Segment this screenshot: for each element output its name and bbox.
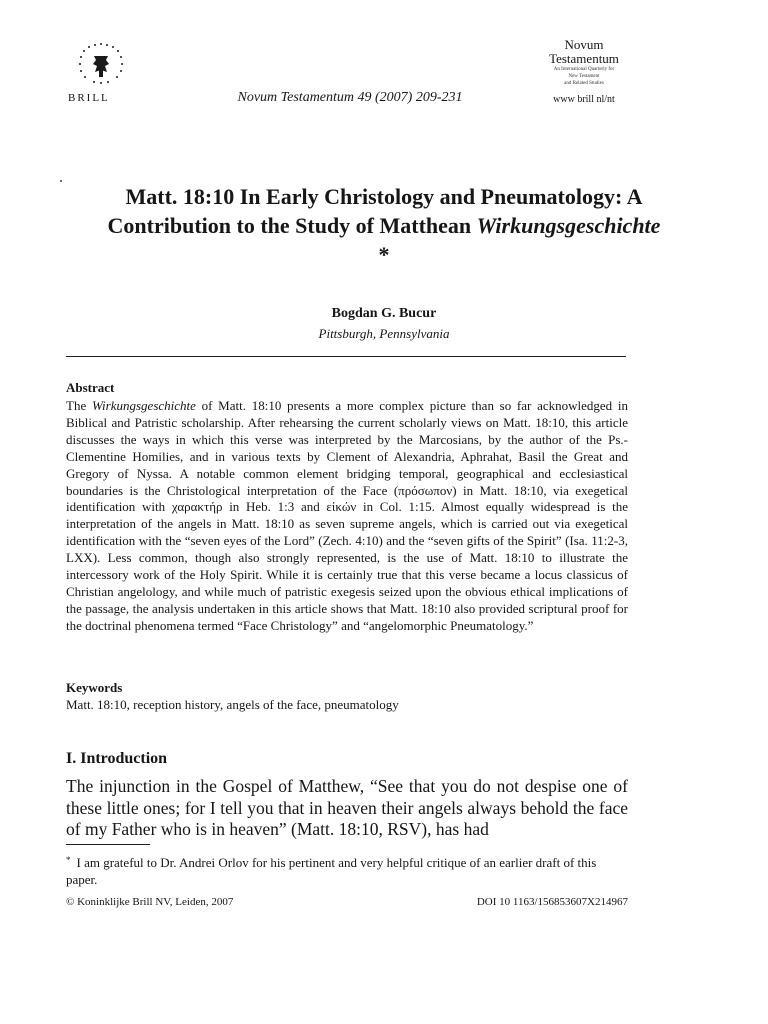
journal-logo-line1: Novum xyxy=(564,37,604,52)
article-title xyxy=(100,182,668,269)
journal-website: www brill nl/nt xyxy=(553,94,615,105)
journal-logo-small1: An International Quarterly for xyxy=(553,67,615,72)
abstract-body: of Matt. 18:10 presents a more complex picture than so far acknowledged in Biblical and Patristic scholarship. After rehearsing the current scholarly views on Matt. 18:10, this article discusses the ways in which this verse was interpreted by the Marcosians, by the author of the Ps.-Clementine Homilies, and in various texts by Clement of Alexandria, Aphrahat, Basil the Great and Gregory of Nyssa. A notable common element bridging temporal, geographical and ecclesiastical boundaries is the Christological interpretation of the Face (πρόσωπον) in Matt. 18:10, via exegetical identification with χαρακτήρ in Heb. 1:3 and εἰκών in Col. 1:15. Almost equally widespread is the interpretation of the angels in Matt. 18:10 as seven supreme angels, which is carried out via exegetical identification with the “seven eyes of the Lord” (Zech. 4:10) and the “seven gifts of the Spirit” (Isa. 11:2-3, LXX). Less common, though also strongly represented, is the use of Matt. 18:10 to illustrate the intercessory work of the Holy Spirit. While it is certainly true that this verse became a locus classicus of Christian angelology, and while much of patristic exegesis seized upon the obvious ethical implications of the passage, the analysis undertaken in this article shows that Matt. 18:10 also provided scriptural proof for the doctrinal phenomena termed “Face Christology” and “angelomorphic Pneumatology.” xyxy=(66,398,628,633)
journal-logo-line2: Testamentum xyxy=(549,51,619,66)
author-affiliation: Pittsburgh, Pennsylvania xyxy=(318,326,450,341)
header-divider xyxy=(66,356,626,357)
keywords-heading: Keywords xyxy=(66,680,123,695)
title-footnote-mark: * xyxy=(378,242,390,267)
abstract-lead: The xyxy=(66,398,92,413)
doi: DOI 10 1163/156853607X214967 xyxy=(476,896,628,908)
keywords-text: Matt. 18:10, reception history, angels of the face, pneumatology xyxy=(66,697,399,712)
stray-dot xyxy=(60,180,62,182)
journal-logo xyxy=(520,38,648,87)
abstract-heading: Abstract xyxy=(66,380,115,395)
copyright-notice: © Koninklijke Brill NV, Leiden, 2007 xyxy=(66,896,234,908)
journal-logo-small3: and Related Studies xyxy=(564,81,604,86)
title-italic: Wirkungsgeschichte xyxy=(476,213,661,238)
footnote-divider xyxy=(66,844,150,845)
publisher-name: BRILL xyxy=(68,92,110,104)
footnote-mark: * xyxy=(66,855,71,865)
introduction-text: The injunction in the Gospel of Matthew, “See that you do not despise one of these little ones; for I tell you that in heaven their angels always behold the face of my Father who is in heaven” (Matt. 18:10, RSV), has had xyxy=(66,776,628,839)
journal-logo-small2: New Testament xyxy=(568,74,600,79)
journal-citation: Novum Testamentum 49 (2007) 209-231 xyxy=(237,90,463,105)
title-main: Matt. 18:10 In Early Christology and Pneumatology: A Contribution to the Study of Matthean xyxy=(107,184,643,238)
footnote xyxy=(66,852,628,888)
footnote-text: I am grateful to Dr. Andrei Orlov for his pertinent and very helpful critique of an earlier draft of this paper. xyxy=(66,855,597,887)
abstract-lead-italic: Wirkungsgeschichte xyxy=(91,398,196,413)
introduction-heading: I. Introduction xyxy=(66,750,168,767)
brill-logo-emblem xyxy=(72,40,130,90)
author-name: Bogdan G. Bucur xyxy=(331,306,437,321)
abstract-text xyxy=(66,398,628,635)
